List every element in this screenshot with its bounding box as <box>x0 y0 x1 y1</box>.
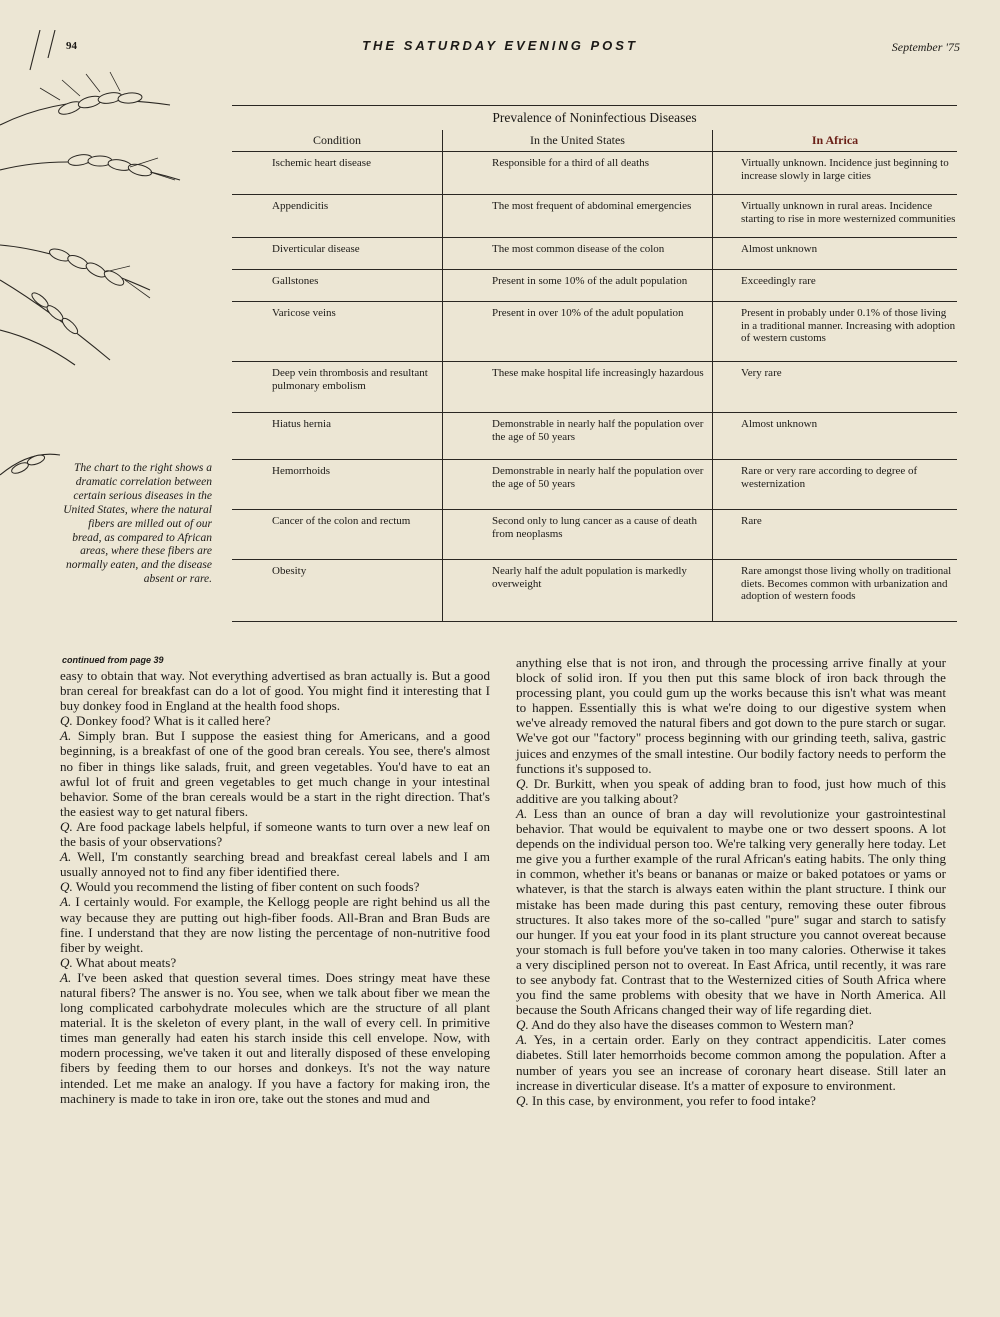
paragraph-text: I've been asked that question several times. Does stringy meat have these natural fibers? The answer is no. You see, when we talk about fiber we mean the long complicated carbohydrate molecules which are the structure of all plant material. It is the skeleton of every plant, in the wall of every cell. In primitive times man generally had eaten his starch inside this cell envelope. Now, with modern processing, we've taken it out and literally disposed of these enveloping fibers by feeding them to our horses and donkeys. It's not the way nature intended. Let me make an analogy. If you have a factory for making iron, the machinery is made to take in iron ore, take out the stones and mud and <box>60 969 491 1106</box>
column-header-africa: In Africa <box>713 130 958 152</box>
answer-label: A. <box>60 849 72 865</box>
question-label: Q. <box>60 818 73 834</box>
us-cell: Second only to lung cancer as a cause of death from neoplasms <box>443 510 713 560</box>
table-row <box>232 413 957 460</box>
table-row <box>232 152 957 195</box>
paragraph-text: And do they also have the diseases common to Western man? <box>531 1017 854 1033</box>
table-row <box>232 560 957 622</box>
table-row <box>232 362 957 413</box>
answer-paragraph <box>60 849 490 879</box>
table-title: Prevalence of Noninfectious Diseases <box>492 110 697 125</box>
africa-cell: Almost unknown <box>713 413 958 460</box>
question-label: Q. <box>516 1092 529 1108</box>
africa-cell: Rare or very rare according to degree of westernization <box>713 460 958 510</box>
question-label: Q. <box>60 879 73 895</box>
paragraph-text: What about meats? <box>75 954 177 970</box>
paragraph-text: Well, I'm constantly searching bread and breakfast cereal labels and I am usually annoyed not to find any fiber identified there. <box>60 849 490 880</box>
paragraph-text: I certainly would. For example, the Kellogg people are right behind us all the way because they are putting out high-fiber foods. All-Bran and Bran Buds are fine. I understand that they are now listing the percentage of non-nutritive food fiber by weight. <box>60 894 490 955</box>
us-cell: Demonstrable in nearly half the population over the age of 50 years <box>443 413 713 460</box>
condition-cell: Hiatus hernia <box>232 413 443 460</box>
answer-paragraph <box>516 1032 946 1092</box>
condition-cell: Hemorrhoids <box>232 460 443 510</box>
condition-cell: Diverticular disease <box>232 238 443 270</box>
condition-cell: Cancer of the colon and rectum <box>232 510 443 560</box>
us-cell: The most frequent of abdominal emergencies <box>443 195 713 238</box>
table-row <box>232 270 957 302</box>
answer-paragraph <box>60 970 490 1106</box>
paragraph-text: anything else that is not iron, and through the processing arrive finally at your block of solid iron. If you then put this same block of iron back through the processing plant, you could gum up the works because this isn't what was meant to happen. Essentially this is what we're doing to our digestive system when we've already removed the natural fibers and got down to the pure starch or sugar. We've got our "factory" process beginning with our grinding teeth, saliva, gastric juices and enzymes of the small intestine. Our bodily factory needs to perform the functions it's supposed to. <box>516 655 946 776</box>
paragraph-text: Yes, in a certain order. Early on they contract appendicitis. Later comes diabetes. Still later hemorrhoids become common among the population. After a number of years you see an increase of coronary heart disease. Still later an increase in diverticular disease. It's a matter of exposure to environment. <box>516 1032 946 1093</box>
question-label: Q. <box>516 775 529 791</box>
question-label: Q. <box>60 713 73 729</box>
condition-cell: Deep vein thrombosis and resultant pulmonary embolism <box>232 362 443 413</box>
africa-cell: Exceedingly rare <box>713 270 958 302</box>
paragraph-text: Donkey food? What is it called here? <box>76 713 271 729</box>
magazine-title: THE SATURDAY EVENING POST <box>362 38 638 53</box>
africa-cell: Very rare <box>713 362 958 413</box>
diseases-table <box>232 130 957 622</box>
us-cell: The most common disease of the colon <box>443 238 713 270</box>
answer-label: A. <box>516 805 528 821</box>
question-paragraph <box>516 1017 946 1032</box>
africa-cell: Present in probably under 0.1% of those living in a traditional manner. Increasing with adoption of western customs <box>713 302 958 362</box>
question-paragraph <box>60 713 490 728</box>
answer-paragraph <box>60 894 490 954</box>
question-paragraph <box>60 879 490 894</box>
article-column-left <box>60 668 490 1106</box>
table-row <box>232 510 957 560</box>
issue-date: September '75 <box>891 40 960 54</box>
continued-from-label: continued from page 39 <box>62 655 164 665</box>
africa-cell: Almost unknown <box>713 238 958 270</box>
answer-label: A. <box>516 1032 528 1048</box>
condition-cell: Appendicitis <box>232 195 443 238</box>
article-paragraph <box>60 668 490 713</box>
us-cell: These make hospital life increasingly hazardous <box>443 362 713 413</box>
table-row <box>232 238 957 270</box>
us-cell: Responsible for a third of all deaths <box>443 152 713 195</box>
question-label: Q. <box>516 1017 529 1033</box>
question-paragraph <box>516 1093 946 1108</box>
table-row <box>232 302 957 362</box>
answer-paragraph <box>60 728 490 819</box>
paragraph-text: Would you recommend the listing of fiber content on such foods? <box>75 879 420 895</box>
condition-cell: Varicose veins <box>232 302 443 362</box>
column-header-us: In the United States <box>443 130 713 152</box>
wheat-illustration <box>0 30 230 500</box>
us-cell: Present in over 10% of the adult population <box>443 302 713 362</box>
table-top-rule <box>232 105 957 106</box>
paragraph-text: Simply bran. But I suppose the easiest thing for Americans, and a good beginning, is a breakfast of one of the good bran cereals. You see, there's almost no fiber in things like salads, fruit, and green vegetables. You'd have to eat an awful lot of fruit and green vegetables to get much change in your intestinal behavior. Some of the bran cereals would be a start in the right direction. That's the easiest way to get natural fibers. <box>60 728 490 819</box>
africa-cell: Virtually unknown in rural areas. Incidence starting to rise in more westernized communities <box>713 195 958 238</box>
africa-cell: Rare amongst those living wholly on traditional diets. Becomes common with urbanization and adoption of western foods <box>713 560 958 622</box>
question-paragraph <box>516 776 946 806</box>
table-header-row <box>232 130 957 152</box>
article-column-right <box>516 655 946 1108</box>
africa-cell: Rare <box>713 510 958 560</box>
answer-label: A. <box>60 728 72 744</box>
condition-cell: Ischemic heart disease <box>232 152 443 195</box>
condition-cell: Obesity <box>232 560 443 622</box>
us-cell: Nearly half the adult population is markedly overweight <box>443 560 713 622</box>
answer-label: A. <box>60 969 72 985</box>
condition-cell: Gallstones <box>232 270 443 302</box>
chart-caption: The chart to the right shows a dramatic correlation between certain serious diseases in the United States, where the natural fibers are milled out of our bread, as compared to African areas, where these fibers are normally eaten, and the disease absent or rare. <box>63 462 212 586</box>
page-number: 94 <box>66 40 77 52</box>
us-cell: Demonstrable in nearly half the population over the age of 50 years <box>443 460 713 510</box>
paragraph-text: In this case, by environment, you refer to food intake? <box>532 1092 816 1108</box>
table-row <box>232 460 957 510</box>
paragraph-text: easy to obtain that way. Not everything advertised as bran actually is. But a good bran cereal for breakfast can do a lot of good. You might find it interesting that I buy donkey food in England at the health food shops. <box>60 668 490 714</box>
question-label: Q. <box>60 954 73 970</box>
question-paragraph <box>60 955 490 970</box>
table-row <box>232 195 957 238</box>
question-paragraph <box>60 819 490 849</box>
paragraph-text: Dr. Burkitt, when you speak of adding bran to food, just how much of this additive are you talking about? <box>516 775 946 806</box>
africa-cell: Virtually unknown. Incidence just beginning to increase slowly in large cities <box>713 152 958 195</box>
article-paragraph <box>516 655 946 776</box>
us-cell: Present in some 10% of the adult population <box>443 270 713 302</box>
paragraph-text: Less than an ounce of bran a day will revolutionize your gastrointestinal behavior. That would be equivalent to maybe one or two dessert spoons. A lot depends on the individual person too. We're talking very generally here today. Let me give you a further example of the rural African's eating habits. The only thing in common, whether it's beans or bananas or maize or baked potatoes or yams or whatever, is that the starch is always eaten within the plant structure. I think our mistake has been made during this past century, removing these outer fibrous structures. It also takes more of the so-called "pure" sugar and starch to satisfy our hunger. If you eat your food in its plant structure you cannot overeat because your stomach is full before you've taken in too many calories. Otherwise it takes a very disciplined person not to overeat. In East Africa, until recently, it was rare to see anybody fat. Contrast that to the Westernized cities of South Africa where you find the same problems with obesity that we have in North America. All because the South Africans changed their way of life regarding diet. <box>516 805 946 1018</box>
paragraph-text: Are food package labels helpful, if someone wants to turn over a new leaf on the basis of your observations? <box>60 818 490 850</box>
column-header-condition: Condition <box>232 130 443 152</box>
answer-paragraph <box>516 806 946 1017</box>
answer-label: A. <box>60 894 72 910</box>
